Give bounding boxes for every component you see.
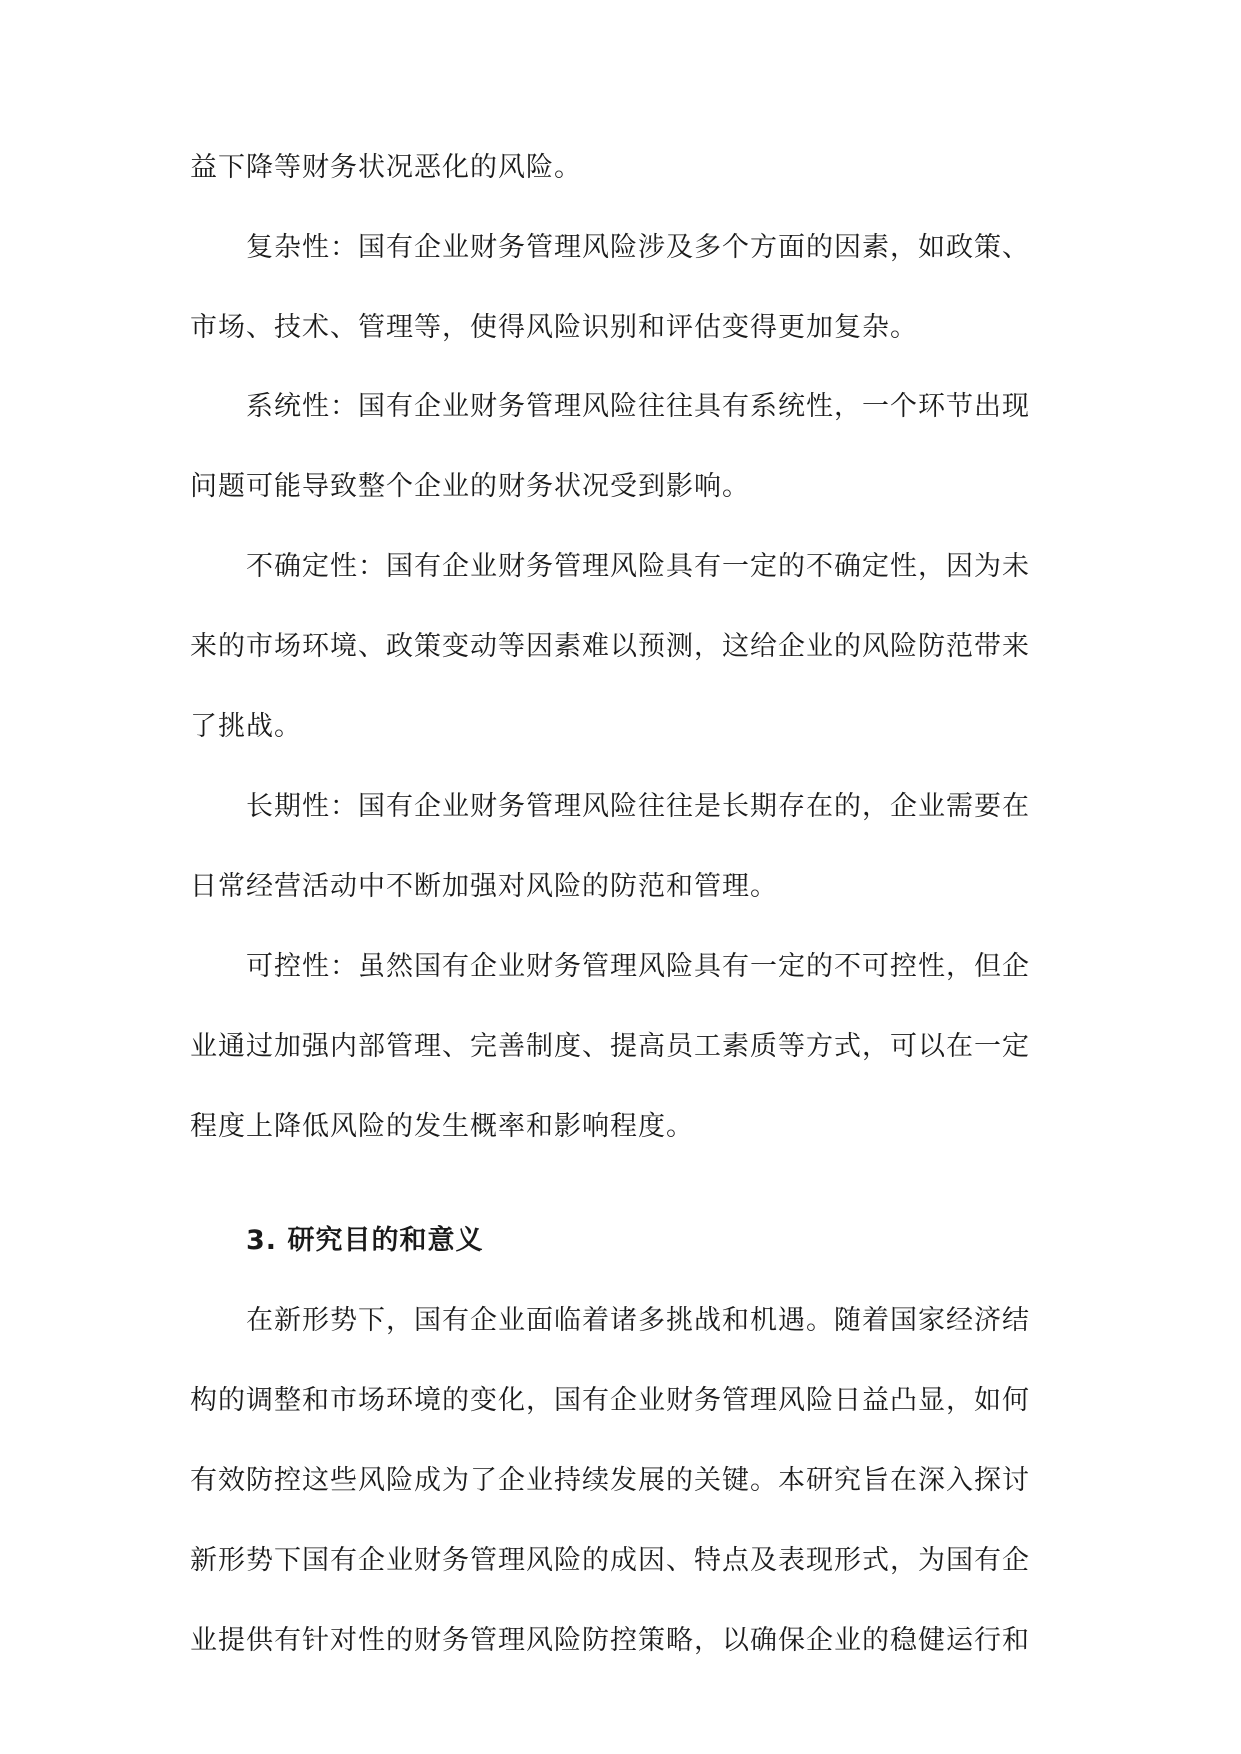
paragraph-line: 了挑战。 [190, 711, 302, 742]
paragraph-line: 程度上降低风险的发生概率和影响程度。 [190, 1111, 694, 1142]
paragraph-line: 新形势下国有企业财务管理风险的成因、特点及表现形式，为国有企 [190, 1545, 1030, 1576]
paragraph-line: 复杂性：国有企业财务管理风险涉及多个方面的因素，如政策、 [246, 232, 1030, 263]
paragraph-line: 日常经营活动中不断加强对风险的防范和管理。 [190, 871, 778, 902]
paragraph-line: 问题可能导致整个企业的财务状况受到影响。 [190, 471, 750, 502]
paragraph-line: 可控性：虽然国有企业财务管理风险具有一定的不可控性，但企 [246, 951, 1030, 982]
paragraph-line: 有效防控这些风险成为了企业持续发展的关键。本研究旨在深入探讨 [190, 1465, 1030, 1496]
paragraph-line: 不确定性：国有企业财务管理风险具有一定的不确定性，因为未 [246, 551, 1030, 582]
paragraph-line: 在新形势下，国有企业面临着诸多挑战和机遇。随着国家经济结 [246, 1305, 1030, 1336]
paragraph-line: 来的市场环境、政策变动等因素难以预测，这给企业的风险防范带来 [190, 631, 1030, 662]
paragraph-line: 益下降等财务状况恶化的风险。 [190, 152, 582, 183]
paragraph-line: 市场、技术、管理等，使得风险识别和评估变得更加复杂。 [190, 312, 918, 343]
paragraph-line: 构的调整和市场环境的变化，国有企业财务管理风险日益凸显，如何 [190, 1385, 1030, 1416]
paragraph-line: 业通过加强内部管理、完善制度、提高员工素质等方式，可以在一定 [190, 1031, 1030, 1062]
paragraph-line: 系统性：国有企业财务管理风险往往具有系统性，一个环节出现 [246, 391, 1030, 422]
section-heading: 3. 研究目的和意义 [246, 1225, 484, 1256]
paragraph-line: 长期性：国有企业财务管理风险往往是长期存在的，企业需要在 [246, 791, 1030, 822]
paragraph-line: 业提供有针对性的财务管理风险防控策略，以确保企业的稳健运行和 [190, 1625, 1030, 1656]
